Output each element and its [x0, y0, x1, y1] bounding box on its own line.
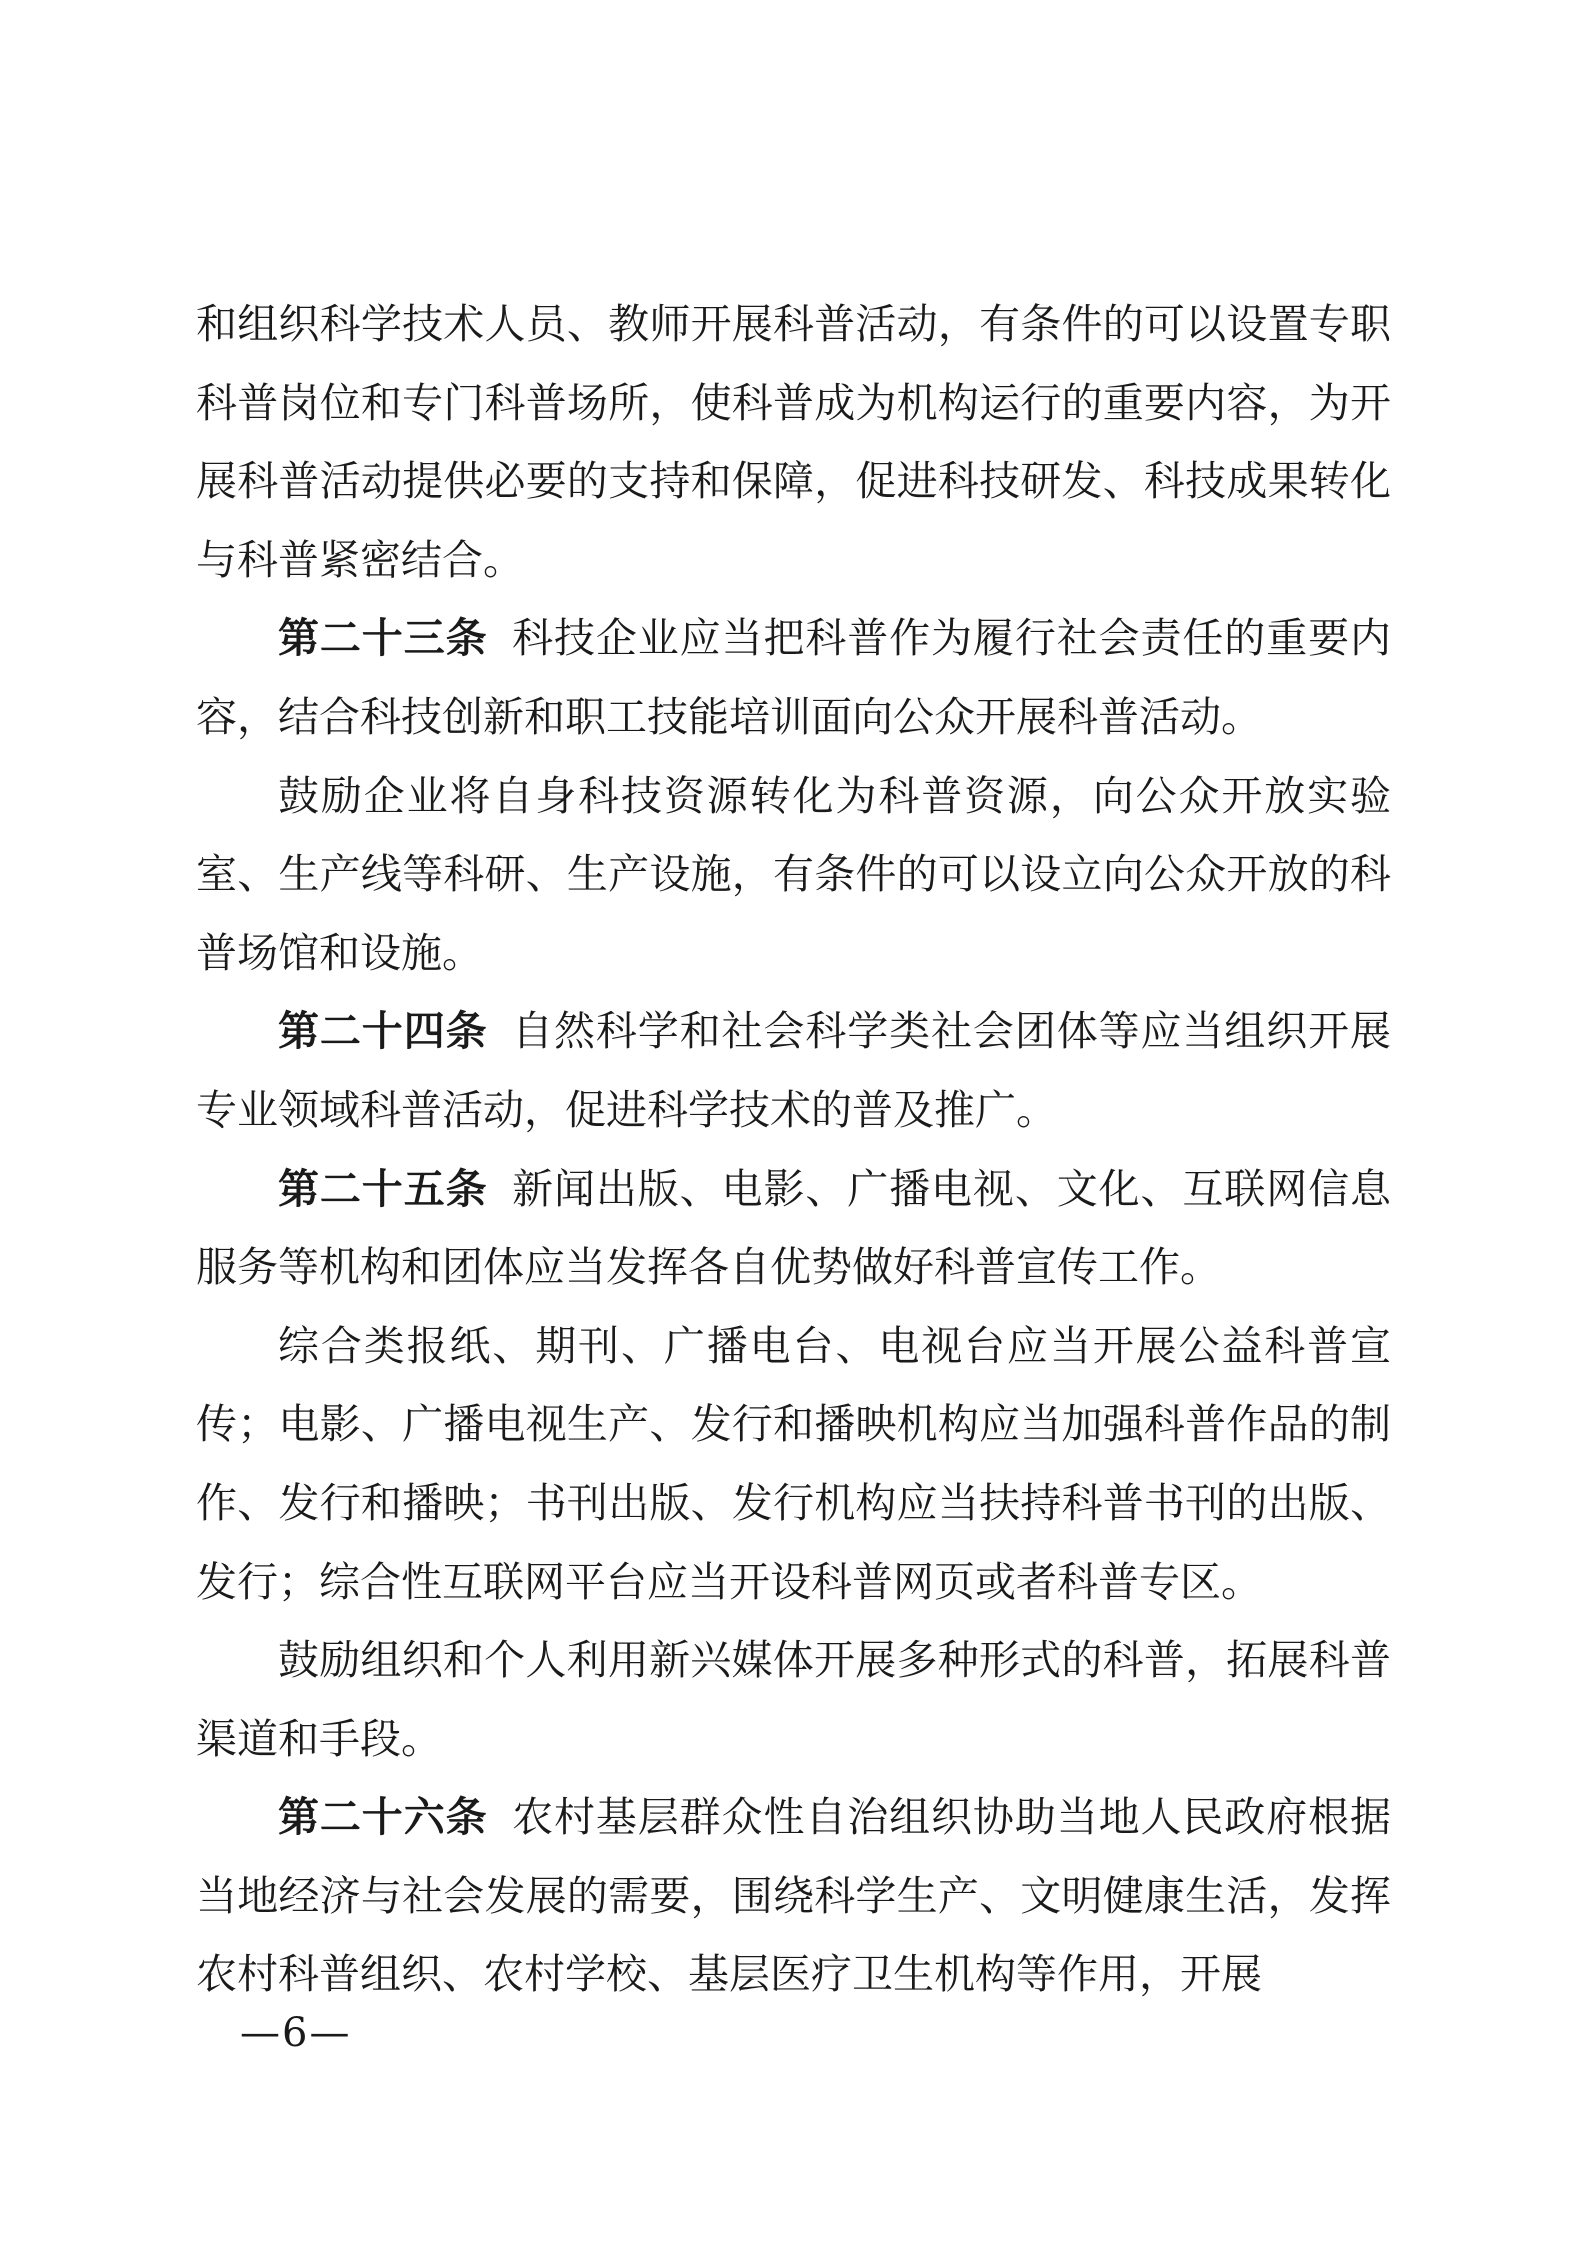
body-text [196, 285, 1391, 2014]
paragraph-text: 科技企业应当把科普作为履行社会责任的重要内容，结合科技创新和职工技能培训面向公众开展科普活动。 [196, 614, 1392, 741]
article-23-paragraph [196, 599, 1391, 756]
article-24-paragraph [196, 992, 1391, 1149]
article-26-paragraph [196, 1778, 1391, 2014]
paragraph-text: 和组织科学技术人员、教师开展科普活动，有条件的可以设置专职科普岗位和专门科普场所，使科普成为机构运行的重要内容，为开展科普活动提供必要的支持和保障，促进科技研发、科技成果转化与科普紧密结合。 [196, 300, 1391, 584]
paragraph-continuation [196, 285, 1391, 599]
article-number: 第二十六条 [278, 1793, 488, 1842]
article-23-paragraph-2 [196, 757, 1391, 993]
page-number: —6— [240, 2010, 352, 2056]
paragraph-text: 鼓励企业将自身科技资源转化为科普资源，向公众开放实验室、生产线等科研、生产设施，有条件的可以设立向公众开放的科普场馆和设施。 [196, 771, 1391, 977]
paragraph-text: 综合类报纸、期刊、广播电台、电视台应当开展公益科普宣传；电影、广播电视生产、发行和播映机构应当加强科普作品的制作、发行和播映；书刊出版、发行机构应当扶持科普书刊的出版、发行；综合性互联网平台应当开设科普网页或者科普专区。 [196, 1321, 1391, 1606]
article-25-paragraph [196, 1150, 1391, 1307]
paragraph-text: 鼓励组织和个人利用新兴媒体开展多种形式的科普，拓展科普渠道和手段。 [196, 1636, 1391, 1763]
paragraph-text: 自然科学和社会科学类社会团体等应当组织开展专业领域科普活动，促进科学技术的普及推广。 [196, 1007, 1392, 1134]
article-25-paragraph-3 [196, 1621, 1391, 1778]
article-number: 第二十三条 [278, 614, 488, 663]
paragraph-text: 农村基层群众性自治组织协助当地人民政府根据当地经济与社会发展的需要，围绕科学生产、文明健康生活，发挥农村科普组织、农村学校、基层医疗卫生机构等作用，开展 [196, 1793, 1392, 1999]
article-number: 第二十四条 [278, 1007, 488, 1056]
paragraph-text: 新闻出版、电影、广播电视、文化、互联网信息服务等机构和团体应当发挥各自优势做好科普宣传工作。 [196, 1164, 1392, 1292]
article-number: 第二十五条 [278, 1164, 488, 1213]
article-25-paragraph-2 [196, 1307, 1391, 1621]
